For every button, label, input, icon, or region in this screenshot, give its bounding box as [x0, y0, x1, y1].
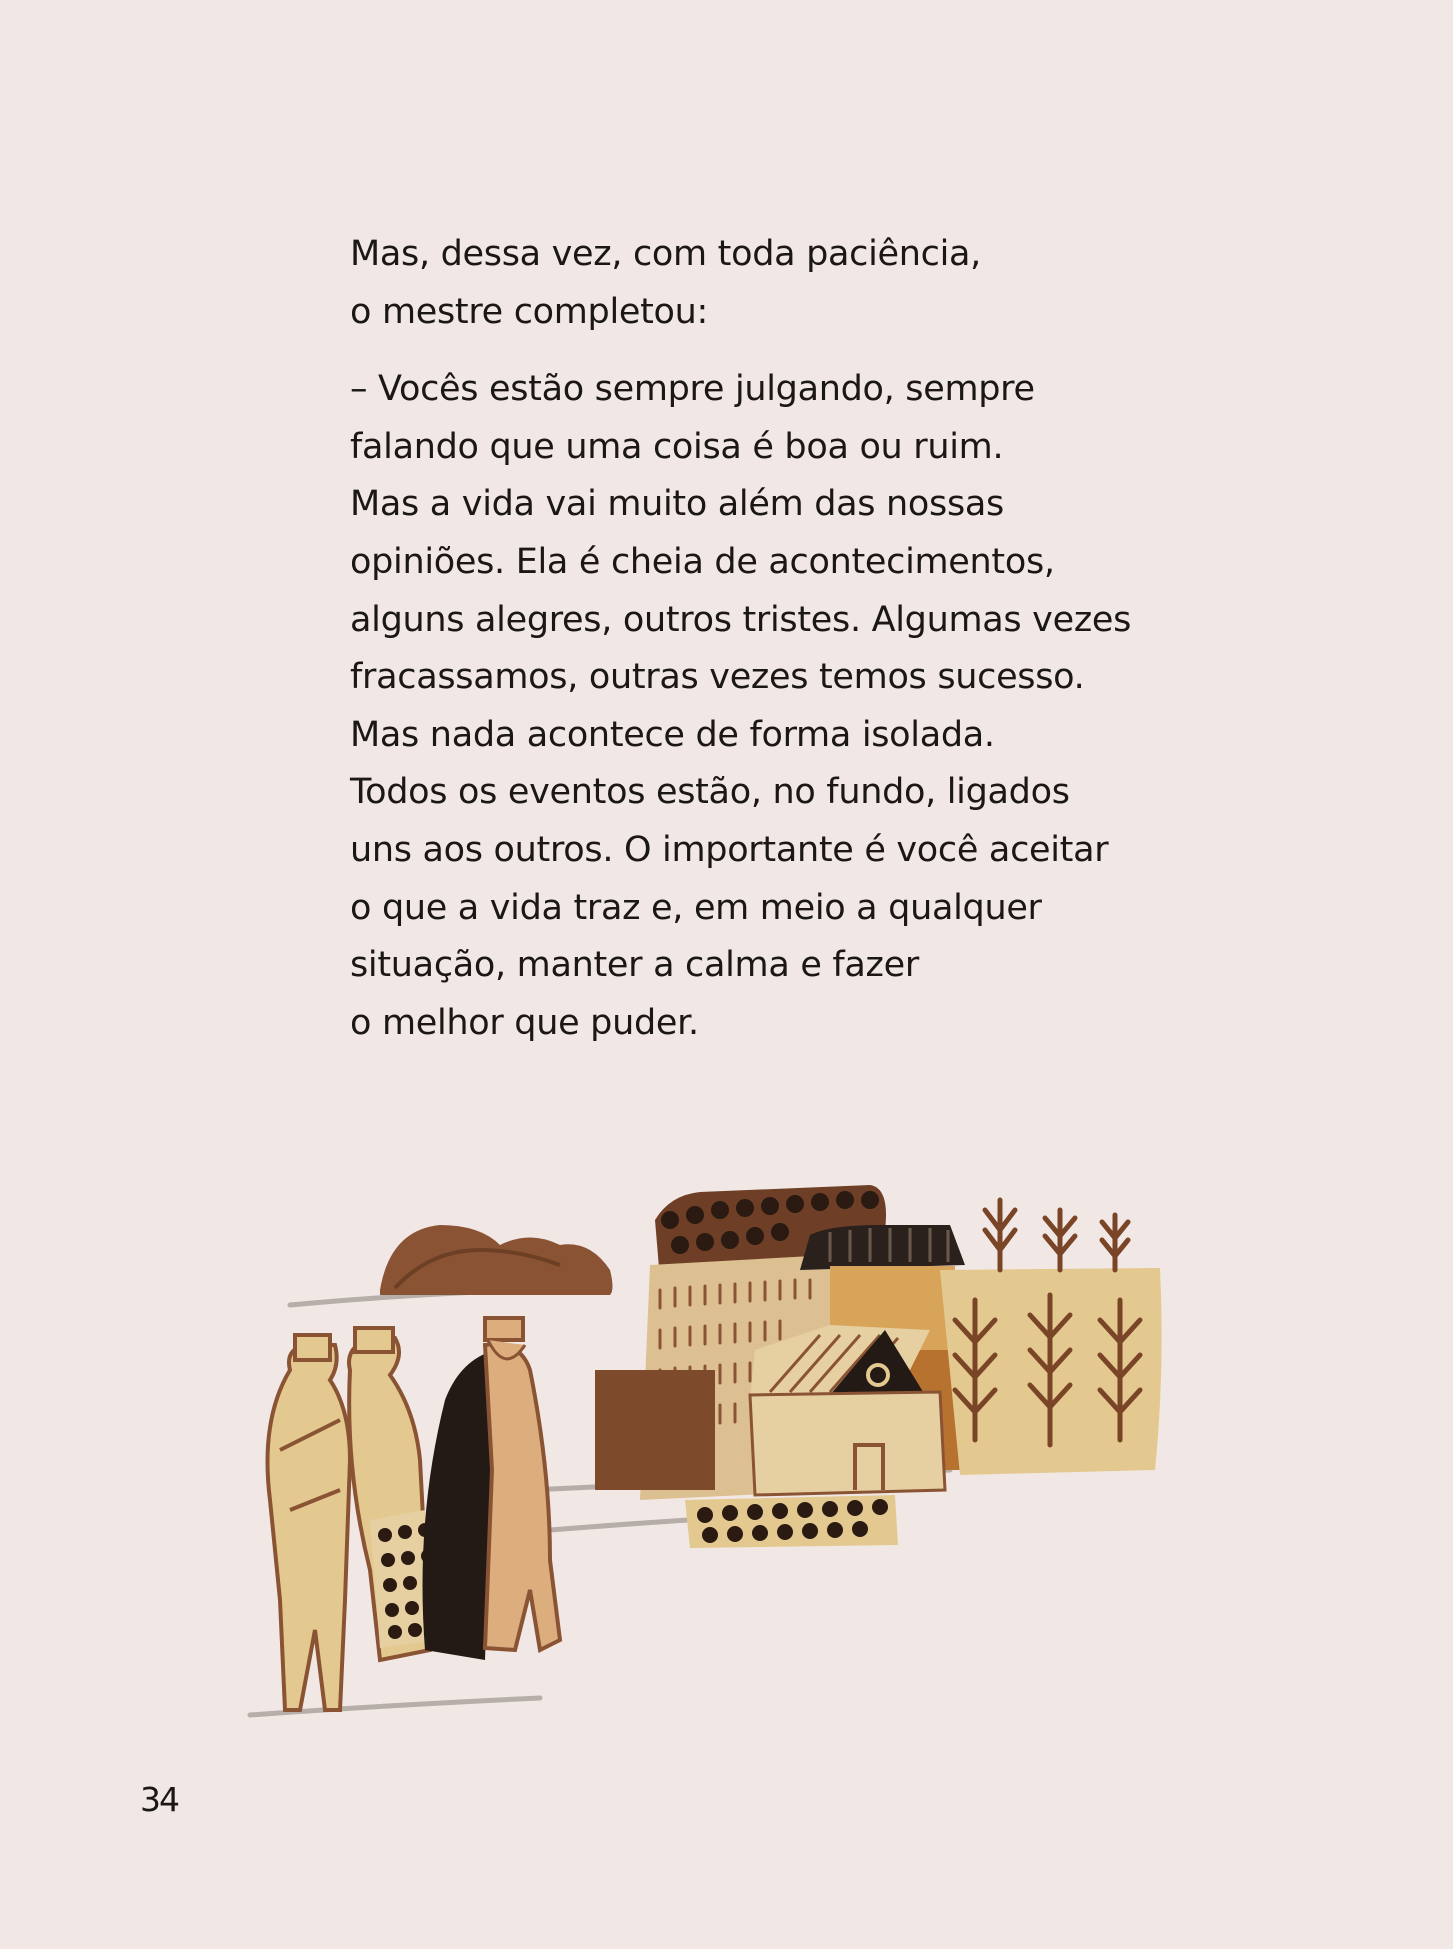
page-number: 34	[140, 1780, 178, 1819]
text-line: alguns alegres, outros tristes. Algumas vezes	[350, 599, 1132, 640]
spotted-field	[685, 1495, 898, 1548]
house-wall	[750, 1392, 945, 1495]
text-line: o que a vida traz e, em meio a qualquer	[350, 887, 1042, 928]
story-text	[350, 226, 1170, 1052]
text-line: uns aos outros. O importante é você aceitar	[350, 829, 1109, 870]
paragraph-master-speech	[350, 361, 1170, 1052]
brown-wall	[595, 1370, 715, 1490]
text-line: Mas nada acontece de forma isolada.	[350, 714, 995, 755]
text-line: Mas a vida vai muito além das nossas	[350, 484, 1004, 525]
text-line: – Vocês estão sempre julgando, sempre	[350, 369, 1035, 410]
text-line: situação, manter a calma e fazer	[350, 945, 919, 986]
text-line: Mas, dessa vez, com toda paciência,	[350, 234, 981, 274]
text-line: o melhor que puder.	[350, 1002, 699, 1043]
hill-shape	[380, 1225, 613, 1295]
village-illustration	[230, 1170, 1180, 1730]
text-line: Todos os eventos estão, no fundo, ligados	[350, 772, 1070, 813]
figure-left	[268, 1335, 351, 1710]
text-line: falando que uma coisa é boa ou ruim.	[350, 426, 1004, 467]
paragraph-intro	[350, 226, 1170, 341]
text-line: opiniões. Ela é cheia de acontecimentos,	[350, 541, 1055, 582]
figure-master	[423, 1318, 561, 1660]
text-line: fracassamos, outras vezes temos sucesso.	[350, 657, 1085, 698]
striped-roof	[800, 1225, 965, 1270]
text-line: o mestre completou:	[350, 291, 709, 332]
